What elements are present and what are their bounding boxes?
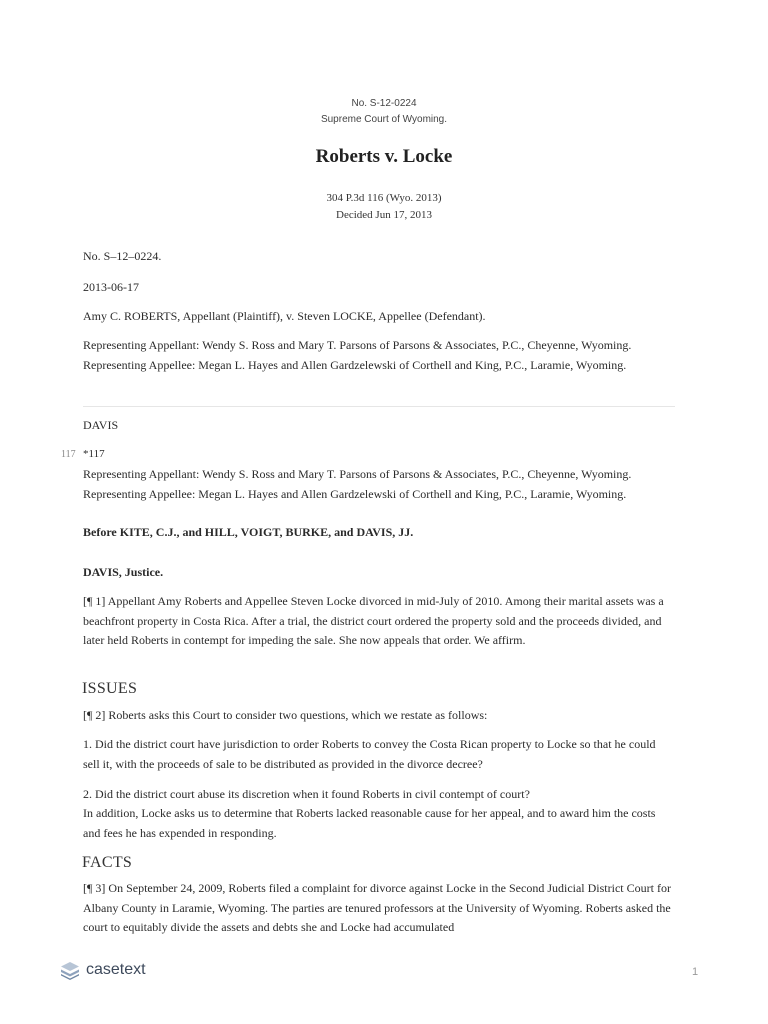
- body-date: 2013-06-17: [83, 280, 139, 294]
- casetext-logo-icon: [60, 960, 80, 980]
- star-page: *117: [83, 448, 105, 460]
- representation: Representing Appellant: Wendy S. Ross and Mary T. Parsons of Parsons & Associates, P.C., Cheyenne, Wyoming. Representing Appellee: Megan L. Hayes and Allen Gardzelewski of Corthell and King, P.C., Laramie, Wyoming.: [83, 338, 632, 372]
- paragraph-3: [¶ 3] On September 24, 2009, Roberts filed a complaint for divorce against Locke in the Second Judicial District Court for Albany County in Laramie, Wyoming. The parties are tenured professors at the University of Wyoming. Roberts asked the court to equitably divide the assets and debts she and Locke had accumulated: [83, 881, 671, 934]
- issues-heading: ISSUES: [82, 680, 138, 697]
- court-name: Supreme Court of Wyoming.: [320, 114, 448, 125]
- reporter-citation: 304 P.3d 116 (Wyo. 2013): [326, 192, 442, 204]
- docket-header: [0, 96, 768, 128]
- parties: Amy C. ROBERTS, Appellant (Plaintiff), v. Steven LOCKE, Appellee (Defendant).: [83, 309, 486, 323]
- casetext-brand: casetext: [86, 961, 146, 978]
- opinion-author: DAVIS: [83, 418, 119, 432]
- locke-addition: In addition, Locke asks us to determine that Roberts lacked reasonable cause for her appeal, and to award him the costs and fees he has expended in responding.: [83, 806, 656, 840]
- paragraph-1: [¶ 1] Appellant Amy Roberts and Appellee Steven Locke divorced in mid-July of 2010. Among their marital assets was a beachfront property in Costa Rica. After a trial, the district court ordered the property sold and the proceeds divided, and later held Roberts in contempt for impeding the sale. She now appeals that order. We affirm.: [83, 594, 664, 647]
- page-marker: 117: [61, 449, 76, 460]
- citation-block: [0, 190, 768, 224]
- divider: [83, 406, 675, 407]
- docket-number: No. S-12-0224: [351, 98, 417, 109]
- facts-heading: FACTS: [82, 854, 133, 871]
- case-title: Roberts v. Locke: [315, 146, 453, 167]
- casetext-logo[interactable]: [60, 960, 146, 980]
- justice: DAVIS, Justice.: [83, 565, 164, 579]
- panel: Before KITE, C.J., and HILL, VOIGT, BURKE, and DAVIS, JJ.: [83, 525, 414, 539]
- representation-repeat: Representing Appellant: Wendy S. Ross and Mary T. Parsons of Parsons & Associates, P.C., Cheyenne, Wyoming. Representing Appellee: Megan L. Hayes and Allen Gardzelewski of Corthell and King, P.C., Laramie, Wyoming.: [83, 467, 632, 501]
- paragraph-2: [¶ 2] Roberts asks this Court to consider two questions, which we restate as follows:: [83, 708, 488, 722]
- page-number: 1: [692, 966, 699, 978]
- question-1: 1. Did the district court have jurisdiction to order Roberts to convey the Costa Rican property to Locke so that he could sell it, with the proceeds of sale to be distributed as provided in the divorce decree?: [83, 737, 656, 771]
- body-docket-number: No. S–12–0224.: [83, 249, 162, 263]
- decided-date: Decided Jun 17, 2013: [336, 209, 432, 221]
- question-2: 2. Did the district court abuse its discretion when it found Roberts in civil contempt of court?: [83, 787, 530, 801]
